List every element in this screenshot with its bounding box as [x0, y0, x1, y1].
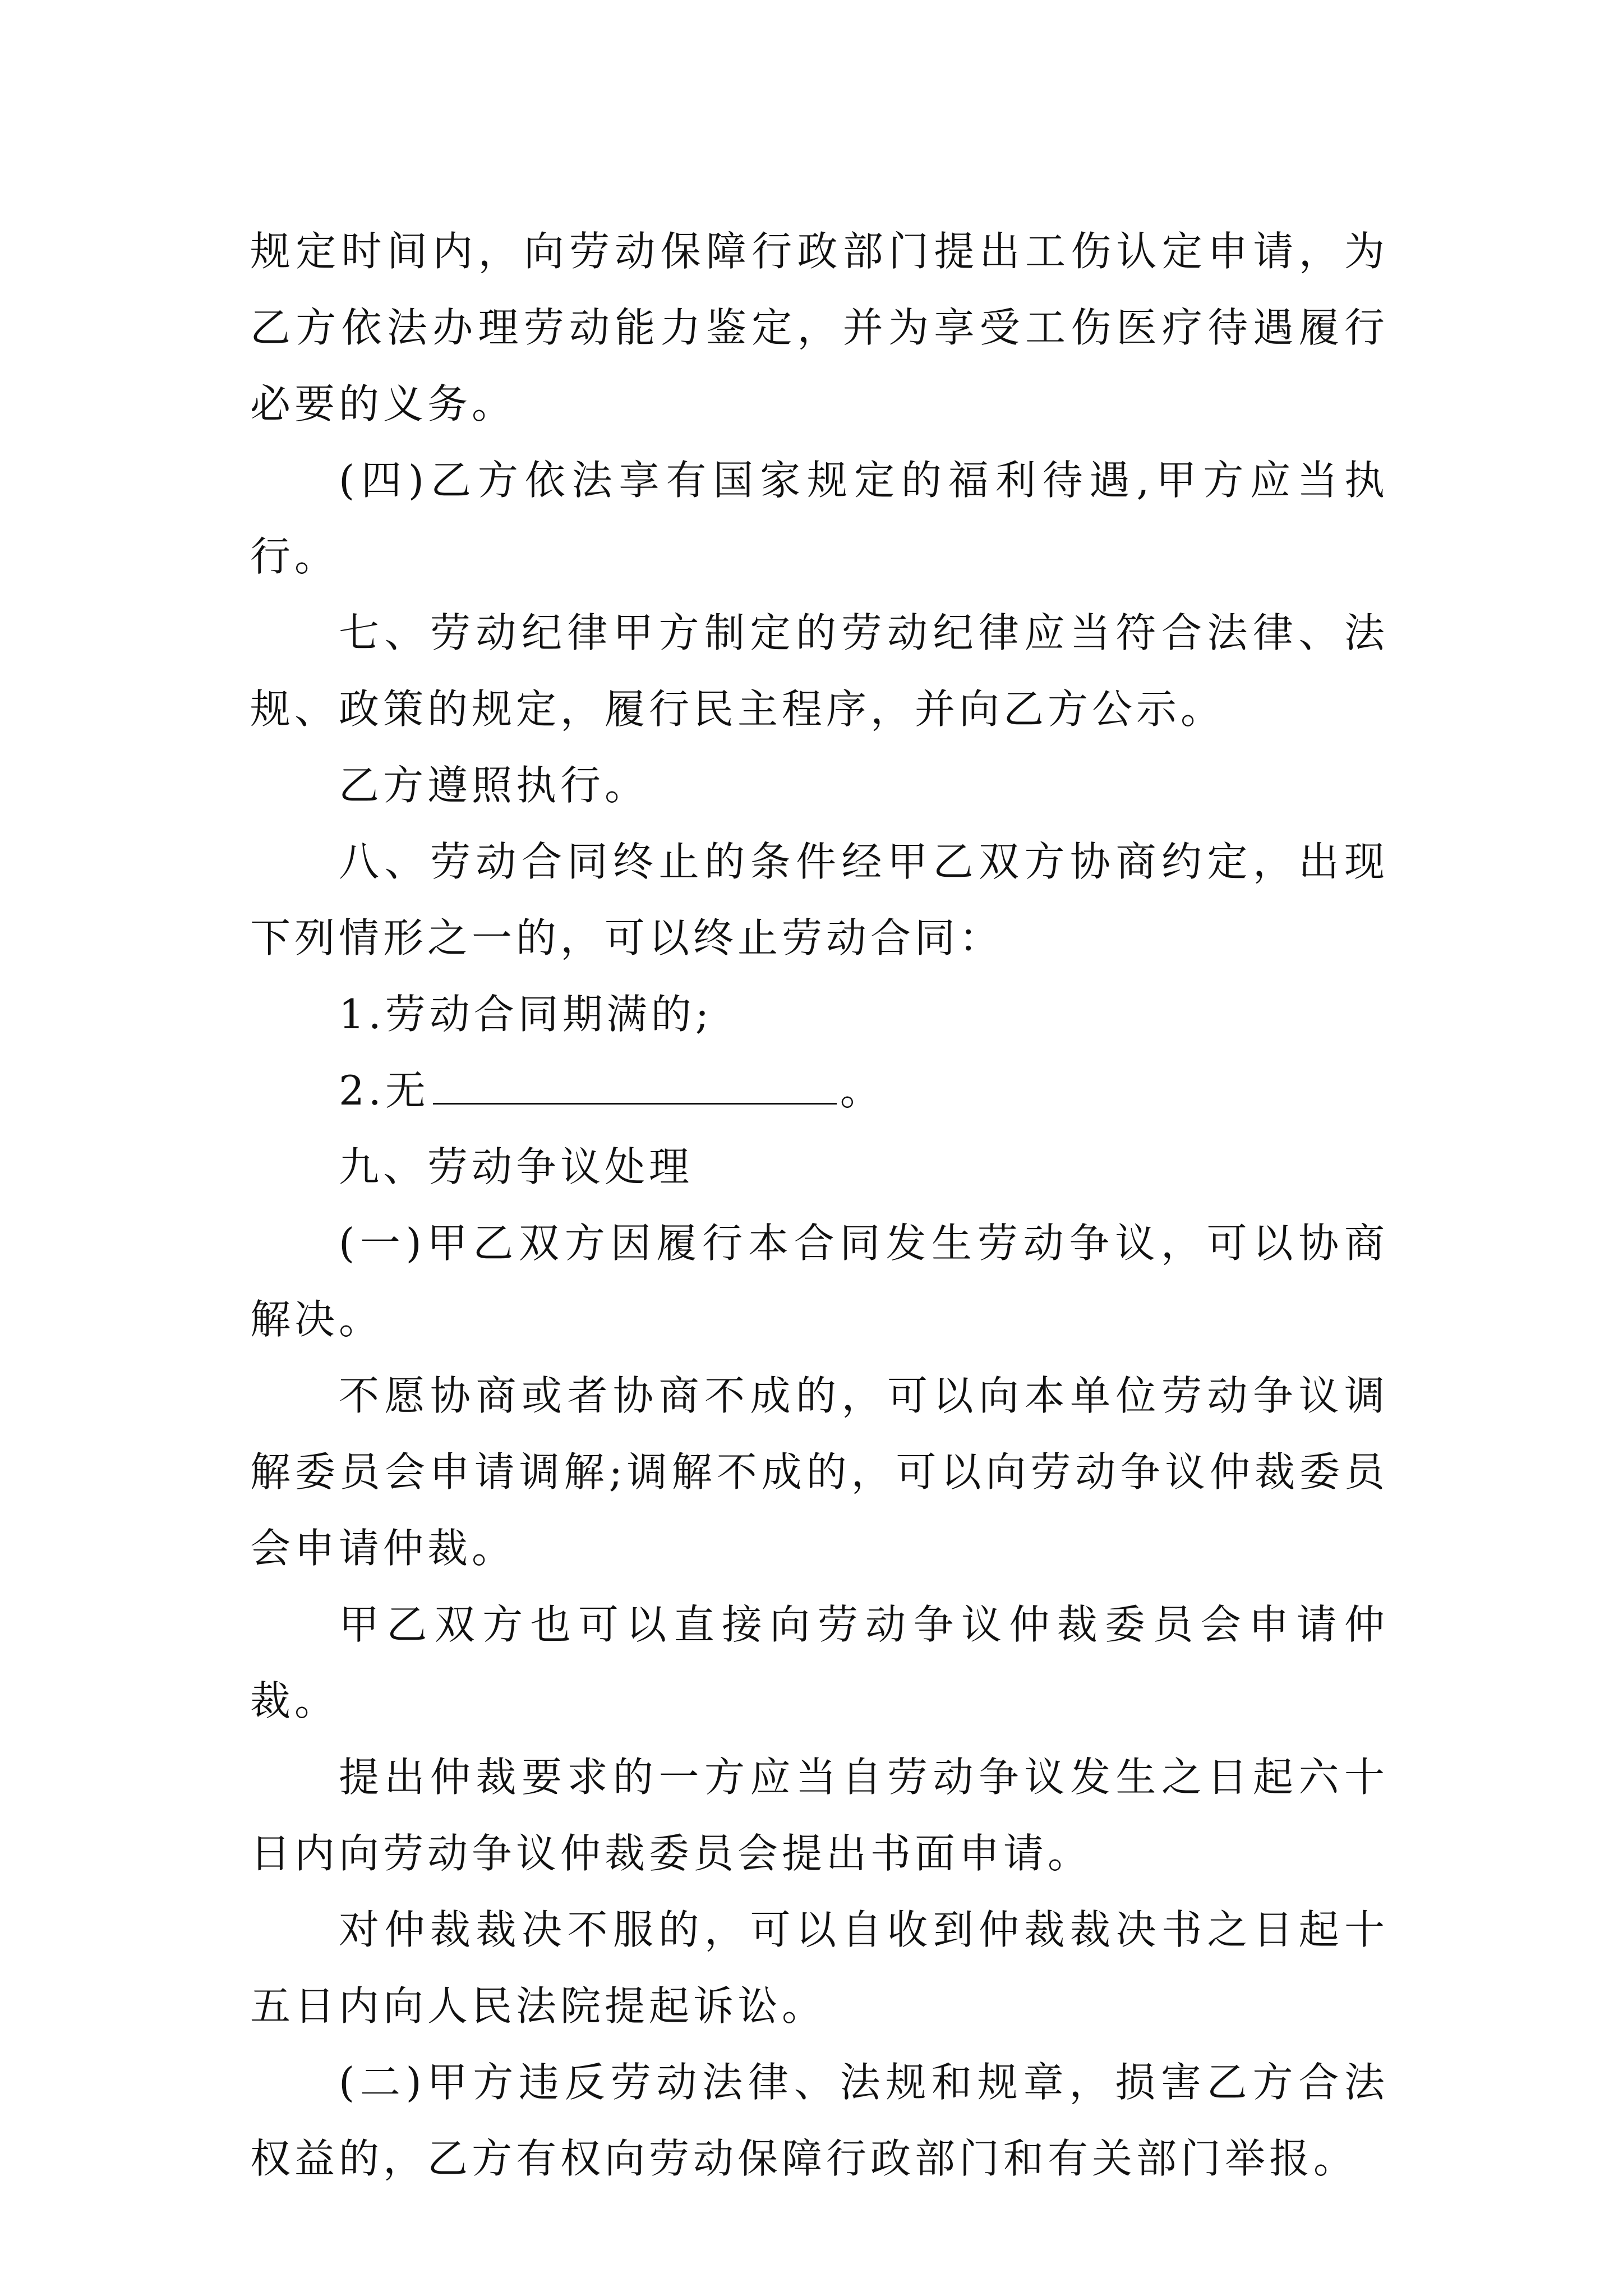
paragraph-dispute-1: (一)甲乙双方因履行本合同发生劳动争议，可以协商解决。 — [250, 1220, 1389, 1343]
paragraph-section-9-dispute: 九、劳动争议处理 — [339, 1143, 694, 1190]
paragraph-item-1: 1.劳动合同期满的; — [339, 991, 713, 1038]
paragraph-arbitration-direct: 甲乙双方也可以直接向劳动争议仲裁委员会申请仲裁。 — [250, 1601, 1389, 1724]
document-body — [250, 213, 1389, 2197]
fill-in-blank — [433, 1069, 837, 1105]
item-2-label: 2.无 — [339, 1067, 430, 1114]
paragraph-work-injury-continued: 规定时间内，向劳动保障行政部门提出工伤认定申请，为乙方依法办理劳动能力鉴定，并为享受工伤医疗待遇履行必要的义务。 — [250, 228, 1389, 427]
paragraph-section-8-termination: 八、劳动合同终止的条件经甲乙双方协商约定，出现下列情形之一的，可以终止劳动合同： — [250, 838, 1389, 961]
paragraph-dispute-2: (二)甲方违反劳动法律、法规和规章，损害乙方合法权益的，乙方有权向劳动保障行政部门和有关部门举报。 — [250, 2059, 1389, 2182]
paragraph-section-7-discipline: 七、劳动纪律甲方制定的劳动纪律应当符合法律、法规、政策的规定，履行民主程序，并向乙方公示。 — [250, 609, 1389, 733]
paragraph-arbitration-deadline: 提出仲裁要求的一方应当自劳动争议发生之日起六十日内向劳动争议仲裁委员会提出书面申请。 — [250, 1754, 1389, 1877]
paragraph-mediation: 不愿协商或者协商不成的，可以向本单位劳动争议调解委员会申请调解;调解不成的，可以向劳动争议仲裁委员会申请仲裁。 — [250, 1372, 1389, 1572]
paragraph-item-2 — [250, 1052, 1389, 1129]
paragraph-lawsuit: 对仲裁裁决不服的，可以自收到仲裁裁决书之日起十五日内向人民法院提起诉讼。 — [250, 1906, 1389, 2030]
paragraph-welfare: (四)乙方依法享有国家规定的福利待遇,甲方应当执行。 — [250, 457, 1389, 580]
item-2-end: 。 — [840, 1067, 884, 1114]
paragraph-comply: 乙方遵照执行。 — [339, 762, 649, 809]
